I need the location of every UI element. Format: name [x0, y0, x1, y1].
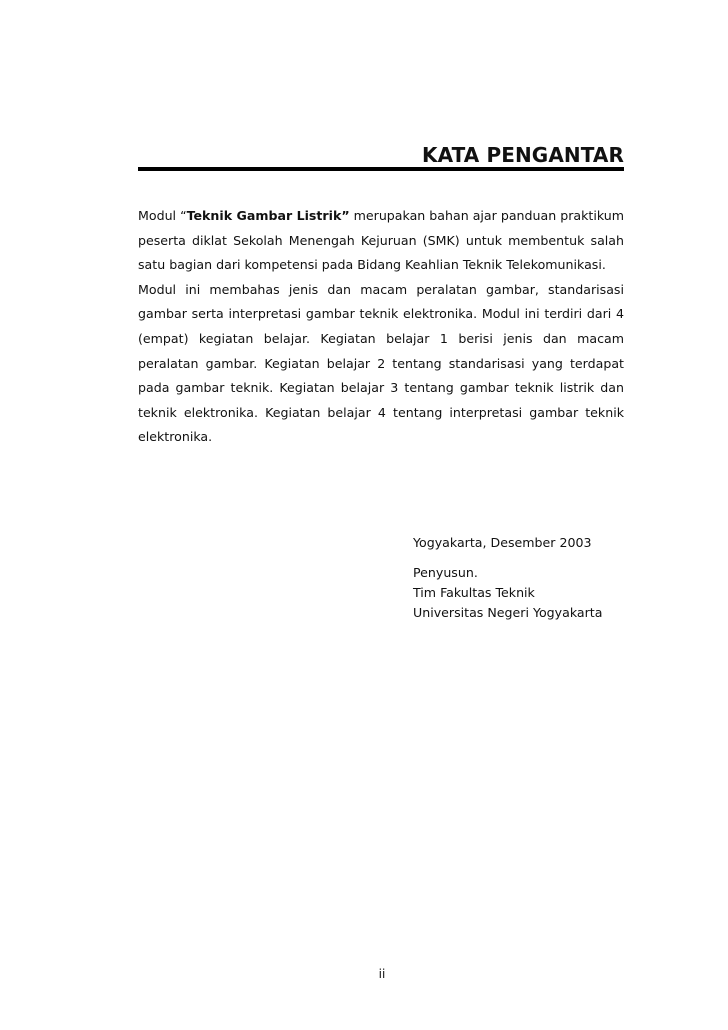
signature-team: Tim Fakultas Teknik	[413, 585, 535, 600]
module-title-emphasis: Teknik Gambar Listrik”	[186, 208, 350, 223]
paragraph-intro	[138, 204, 624, 278]
body-text	[138, 204, 624, 450]
signature-place-date: Yogyakarta, Desember 2003	[413, 535, 592, 550]
title-divider	[138, 167, 624, 171]
paragraph-intro-after: merupakan bahan ajar panduan praktikum peserta diklat Sekolah Menengah Kejuruan (SMK) untuk membentuk salah satu bagian dari kompetensi pada Bidang Keahlian Teknik Telekomunikasi.	[138, 208, 624, 273]
page-title: KATA PENGANTAR	[421, 143, 624, 167]
paragraph-intro-before: Modul “	[138, 208, 187, 223]
signature-institution: Universitas Negeri Yogyakarta	[413, 605, 603, 620]
signature-role: Penyusun.	[413, 565, 478, 580]
paragraph-content: Modul ini membahas jenis dan macam peralatan gambar, standarisasi gambar serta interpretasi gambar teknik elektronika. Modul ini terdiri dari 4 (empat) kegiatan belajar. Kegiatan belajar 1 berisi jenis dan macam peralatan gambar. Kegiatan belajar 2 tentang standarisasi yang terdapat pada gambar teknik. Kegiatan belajar 3 tentang gambar teknik listrik dan teknik elektronika. Kegiatan belajar 4 tentang interpretasi gambar teknik elektronika.	[138, 281, 624, 445]
signature-block	[413, 533, 602, 623]
page-number: ii	[378, 967, 386, 981]
